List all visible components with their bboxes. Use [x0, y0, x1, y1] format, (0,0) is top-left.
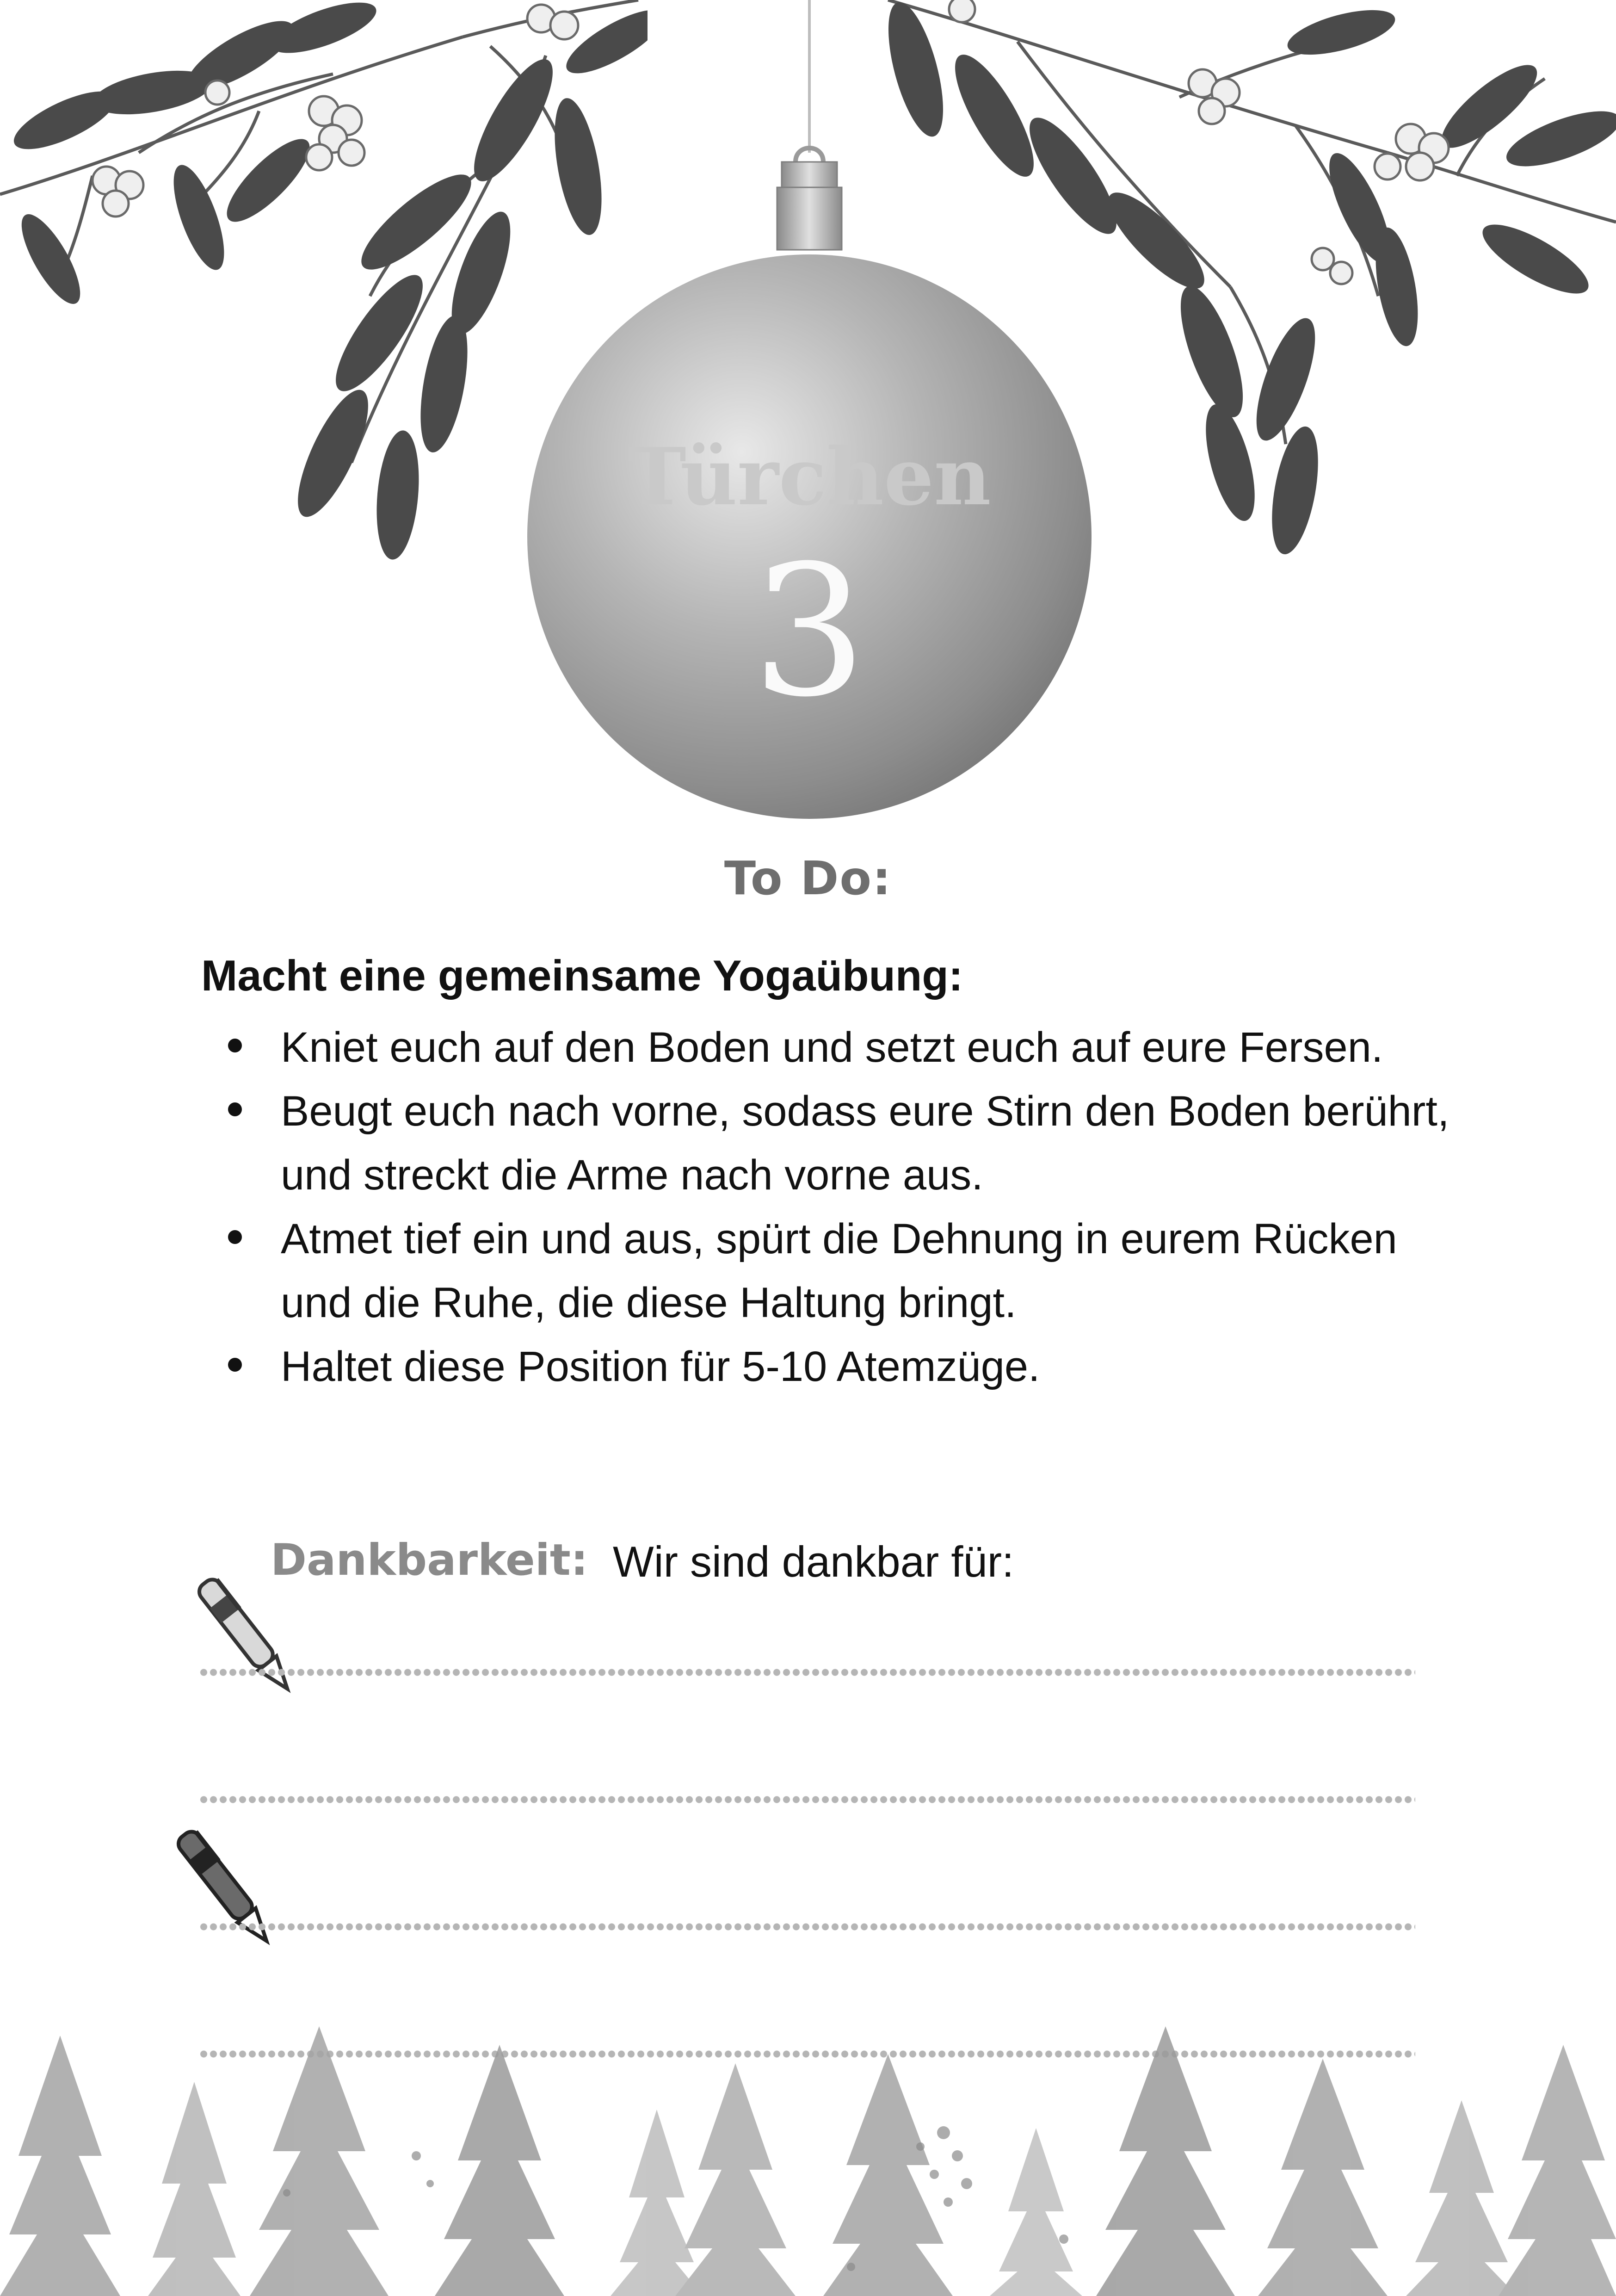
writing-line[interactable]	[199, 1795, 1415, 1804]
task-step-text: Haltet diese Position für 5-10 Atemzüge.	[281, 1343, 1040, 1390]
task-step-text: Beugt euch nach vorne, sodass eure Stirn den Boden berührt, und streckt die Arme nach vorne aus.	[281, 1088, 1449, 1199]
bullet-icon	[228, 1230, 242, 1244]
fir-tree-border-icon	[0, 2017, 1616, 2296]
christmas-ornament	[509, 0, 1110, 833]
task-step-text: Kniet euch auf den Boden und setzt euch auf eure Fersen.	[281, 1024, 1383, 1071]
bullet-icon	[228, 1102, 242, 1116]
bullet-icon	[228, 1039, 242, 1052]
pen-icon	[167, 1816, 287, 1964]
writing-line[interactable]	[199, 1668, 1415, 1677]
task-step-text: Atmet tief ein und aus, spürt die Dehnung in eurem Rücken und die Ruhe, die diese Haltung bringt.	[281, 1215, 1397, 1326]
task-step	[201, 1079, 1450, 1207]
task-step	[201, 1015, 1450, 1079]
pen-icon	[187, 1564, 308, 1712]
writing-line[interactable]	[199, 1922, 1415, 1931]
todo-heading: To Do:	[724, 851, 892, 905]
task-title: Macht eine gemeinsame Yogaübung:	[201, 951, 963, 1000]
door-title: Türchen	[628, 431, 991, 523]
task-step	[201, 1207, 1450, 1335]
bullet-icon	[228, 1358, 242, 1372]
gratitude-prompt: Wir sind dankbar für:	[613, 1537, 1014, 1586]
door-number: 3	[752, 526, 867, 736]
gratitude-label: Dankbarkeit:	[271, 1535, 588, 1585]
task-step	[201, 1335, 1450, 1399]
task-steps-list	[201, 1015, 1450, 1399]
ornament-cap-icon	[777, 148, 842, 250]
